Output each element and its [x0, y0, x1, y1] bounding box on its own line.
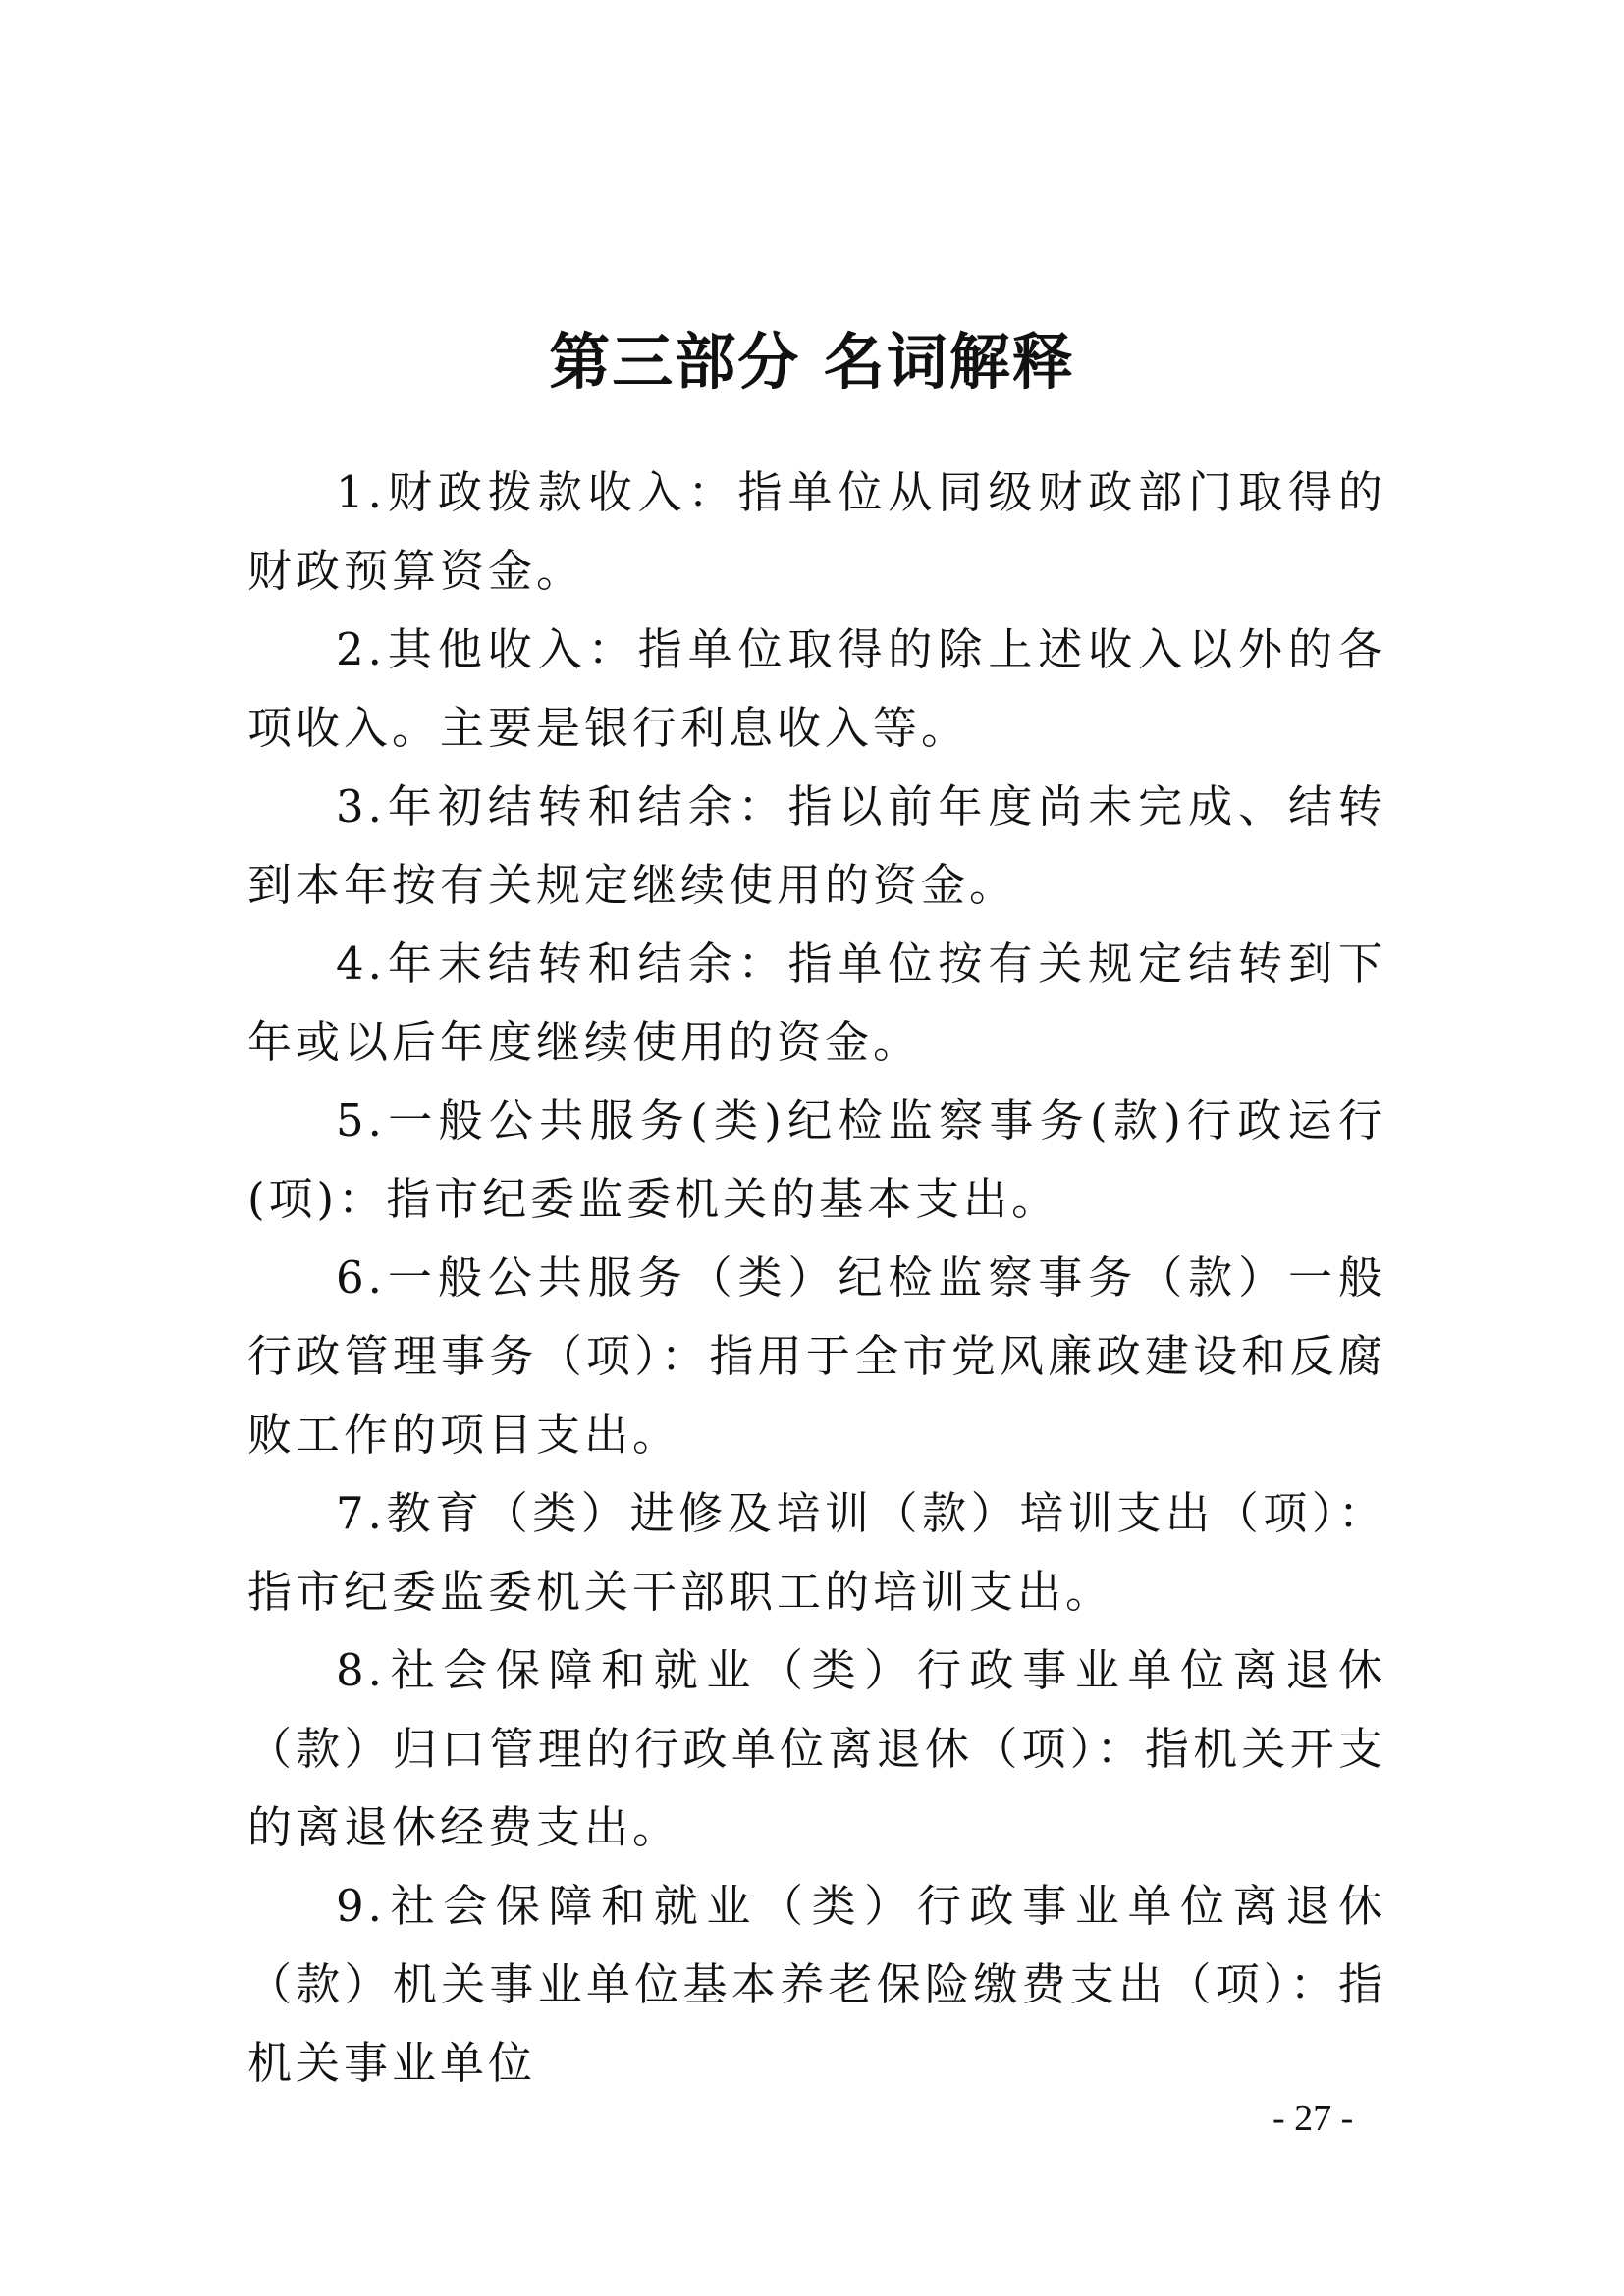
- definition-paragraph: 5.一般公共服务(类)纪检监察事务(款)行政运行(项)：指市纪委监委机关的基本支出。: [247, 1095, 1386, 1225]
- definition-paragraph: 2.其他收入：指单位取得的除上述收入以外的各项收入。主要是银行利息收入等。: [247, 623, 1386, 754]
- page-number: - 27 -: [1272, 2098, 1354, 2139]
- definition-paragraph: 4.年末结转和结余：指单位按有关规定结转到下年或以后年度继续使用的资金。: [247, 937, 1386, 1068]
- definition-paragraph: 6.一般公共服务（类）纪检监察事务（款）一般行政管理事务（项）：指用于全市党风廉政建设和反腐败工作的项目支出。: [247, 1252, 1386, 1461]
- definitions-body: [247, 454, 1386, 2103]
- page-title: 第三部分 名词解释: [549, 325, 1075, 398]
- definition-paragraph: 3.年初结转和结余：指以前年度尚未完成、结转到本年按有关规定继续使用的资金。: [247, 780, 1386, 911]
- definition-paragraph: 9.社会保障和就业（类）行政事业单位离退休（款）机关事业单位基本养老保险缴费支出（项）：指机关事业单位: [247, 1880, 1386, 2089]
- definition-paragraph: 1.财政拨款收入：指单位从同级财政部门取得的财政预算资金。: [247, 466, 1386, 597]
- definition-paragraph: 7.教育（类）进修及培训（款）培训支出（项）：指市纪委监委机关干部职工的培训支出。: [247, 1487, 1386, 1618]
- definition-paragraph: 8.社会保障和就业（类）行政事业单位离退休（款）归口管理的行政单位离退休（项）：指机关开支的离退休经费支出。: [247, 1644, 1386, 1853]
